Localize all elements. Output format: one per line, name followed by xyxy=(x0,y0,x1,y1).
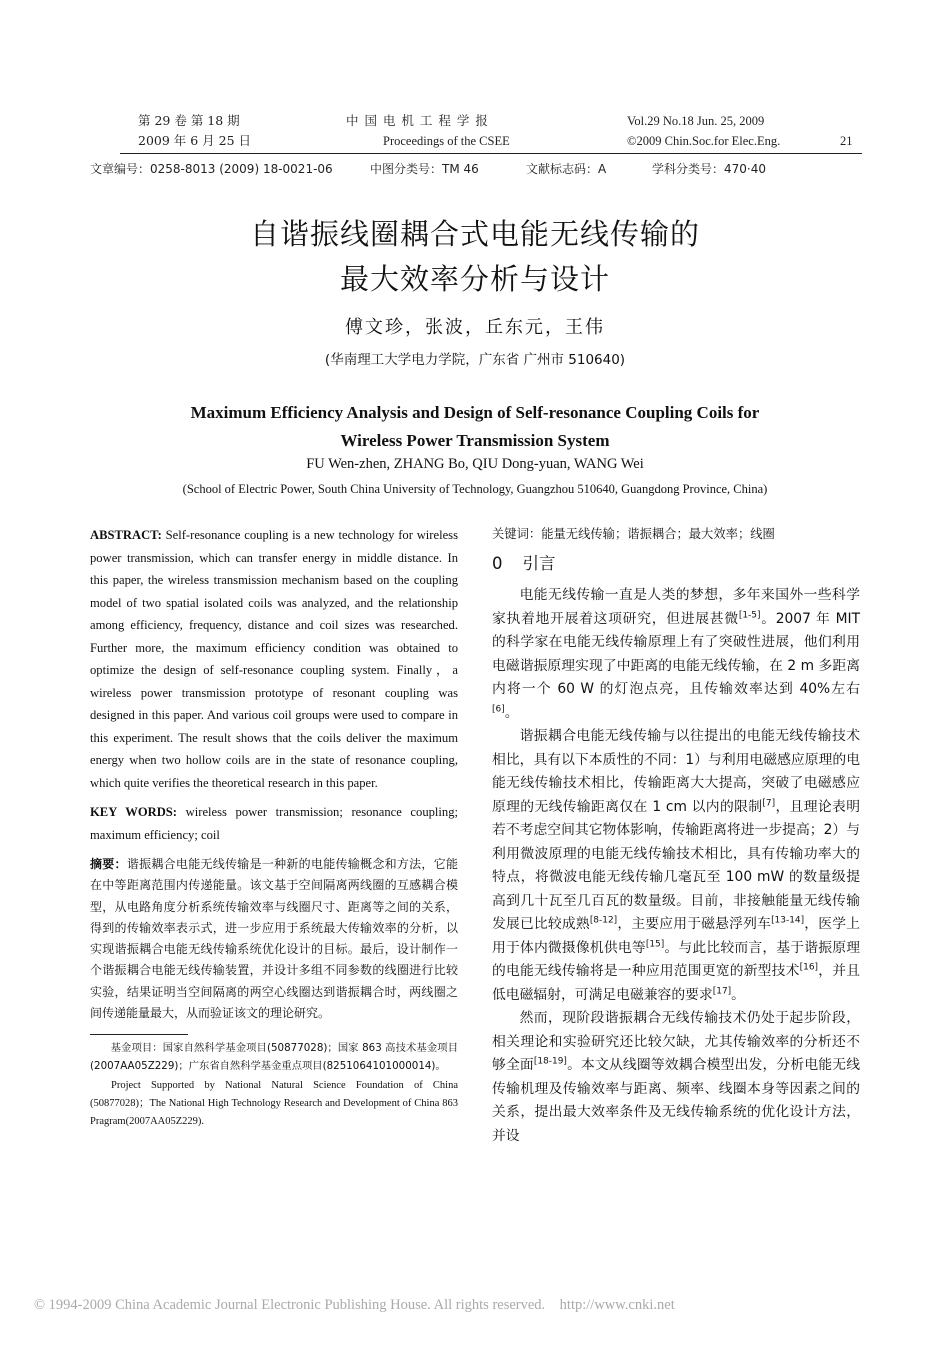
citation: [17] xyxy=(712,985,732,996)
right-column xyxy=(492,524,860,1148)
fund-en: Project Supported by National Natural Science Foundation of China (50877028)；The National High Technology Research and Development of China 863 Pragram(2007AA05Z229). xyxy=(90,1080,458,1128)
subject-code: 学科分类号：470·40 xyxy=(652,162,766,176)
intro-p2-text-6: ，并且低电磁辐射，可满足电磁兼容的要求 xyxy=(492,963,861,1003)
intro-p1-text-2: 。2007 年 MIT 的科学家在电能无线传输原理上有了突破性进展，他们利用电磁谐振原理实现了中距离的电能无线传输，在 2 m 多距离内将一个 60 W 的灯泡点亮，且传输效率达到 40%左右 xyxy=(492,610,860,697)
document-code: 文献标志码：A xyxy=(526,162,607,176)
title-cn-line1: 自谐振线圈耦合式电能无线传输的 xyxy=(249,217,700,251)
intro-p1-text-1: 电能无线传输一直是人类的梦想，多年来国外一些科学家执着地开展着这项研究，但进展甚微 xyxy=(492,587,860,627)
citation: [7] xyxy=(762,797,776,808)
abstract-cn-label: 摘要： xyxy=(90,857,127,871)
citation: [1-5] xyxy=(738,609,761,620)
intro-p2-text-7: 。 xyxy=(731,986,745,1003)
section-number: 0 xyxy=(492,554,503,573)
intro-p2-text-1: 谐振耦合电能无线传输与以往提出的电能无线传输技术相比，具有以下本质性的不同：1）与利用电磁感应原理的电能无线传输技术相比，传输距离大大提高，突破了电磁感应原理的无线传输距离仅在 1 cm 以内的限制 xyxy=(492,728,860,815)
intro-p1-text-3: 。 xyxy=(504,704,519,721)
authors-cn: 傅文珍，张波，丘东元，王伟 xyxy=(345,317,605,338)
keywords-en-label: KEY WORDS: xyxy=(90,805,178,819)
title-en-line1: Maximum Efficiency Analysis and Design of Self-resonance Coupling Coils for xyxy=(190,403,760,422)
title-en-line2: Wireless Power Transmission System xyxy=(340,431,610,450)
keywords-en xyxy=(90,801,458,846)
header-rule xyxy=(120,153,862,154)
authors-en: FU Wen-zhen, ZHANG Bo, QIU Dong-yuan, WANG Wei xyxy=(306,456,644,472)
page-number: 21 xyxy=(840,134,853,148)
date-cn: 2009 年 6 月 25 日 xyxy=(138,133,252,148)
intro-paragraph-1 xyxy=(492,584,860,725)
intro-paragraph-3 xyxy=(492,1007,860,1148)
affiliation-en: (School of Electric Power, South China University of Technology, Guangzhou 510640, Guangdong Province, China) xyxy=(182,482,768,496)
cnki-footer: © 1994-2009 China Academic Journal Electronic Publishing House. All rights reserved. http://www.cnki.net xyxy=(34,1297,675,1313)
citation: [13-14] xyxy=(771,915,805,926)
intro-p2-text-2: ，且理论表明若不考虑空间其它物体影响，传输距离将进一步提高；2）与利用微波原理的电能无线传输技术相比，具有传输功率大的特点，将微波电能无线传输几毫瓦至 100 mW 的数量级提高到几十瓦至几百瓦的数量级。目前，非接触能量无线传输发展已比较成熟 xyxy=(492,798,860,932)
journal-name-en: Proceedings of the CSEE xyxy=(383,134,510,148)
title-cn-line2: 最大效率分析与设计 xyxy=(339,262,610,296)
abstract-cn xyxy=(90,854,458,1024)
abstract-en-text: Self-resonance coupling is a new technology for wireless power transmission, which can transfer energy in middle distance. In this paper, the wireless transmission mechanism based on the coupling model of two spatial isolated coils was analyzed, and the relationship among efficiency, frequency, distance and coil sizes was researched. Further more, the maximum efficiency condition was obtained to optimize the design of self-resonance coupling system. Finally，a wireless power transmission prototype of resonant coupling was designed in this paper. And various coil groups were used to compare in this experiment. The result shows that the coils deliver the maximum energy when two hollow coils are in the state of resonance coupling, which quite verifies the theoretical research in this paper. xyxy=(90,528,458,790)
intro-p2-text-5: 。与此比较而言，基于谐振原理的电能无线传输将是一种应用范围更宽的新型技术 xyxy=(492,939,861,979)
abstract-en xyxy=(90,524,458,794)
fund-cn: 基金项目：国家自然科学基金项目(50877028)；国家 863 高技术基金项目(2007AA05Z229)；广东省自然科学基金重点项目(8251064101000014)。 xyxy=(90,1042,458,1073)
intro-paragraph-2 xyxy=(492,725,860,1007)
section-title: 引言 xyxy=(522,554,556,573)
copyright: ©2009 Chin.Soc.for Elec.Eng. xyxy=(627,134,781,148)
citation: [15] xyxy=(645,938,665,949)
intro-p3-text-1: 然而，现阶段谐振耦合无线传输技术仍处于起步阶段，相关理论和实验研究还比较欠缺，尤其传输效率的分析还不够全面 xyxy=(492,1010,860,1073)
keywords-en-text: wireless power transmission; resonance coupling; maximum efficiency; coil xyxy=(90,805,459,842)
journal-name-cn: 中 国 电 机 工 程 学 报 xyxy=(346,113,489,128)
left-column xyxy=(90,524,458,1131)
affiliation-cn: (华南理工大学电力学院，广东省 广州市 510640) xyxy=(324,352,626,368)
footnote-rule xyxy=(90,1034,188,1035)
citation: [18-19] xyxy=(533,1056,567,1067)
citation: [16] xyxy=(799,962,819,973)
intro-p3-text-2: 。本文从线圈等效耦合模型出发，分析电能无线传输机理及传输效率与距离、频率、线圈本身等因素之间的关系，提出最大效率条件及无线传输系统的优化设计方法，并设 xyxy=(492,1057,861,1144)
citation: [6] xyxy=(492,703,505,714)
intro-p2-text-3: ，主要应用于磁悬浮列车 xyxy=(617,916,772,932)
clc-number: 中图分类号：TM 46 xyxy=(370,162,479,176)
keywords-cn: 关键词：能量无线传输；谐振耦合；最大效率；线圈 xyxy=(492,527,775,541)
intro-p2-text-4: ，医学上用于体内微摄像机供电等 xyxy=(492,916,861,956)
abstract-cn-text: 谐振耦合电能无线传输是一种新的电能传输概念和方法，它能在中等距离范围内传递能量。该文基于空间隔离两线圈的互感耦合模型，从电路角度分析系统传输效率与线圈尺寸、距离等之间的关系，得到的传输效率表示式，进一步应用于系统最大传输效率的分析，以实现谐振耦合电能无线传输系统优化设计的目标。最后，设计制作一个谐振耦合电能无线传输装置，并设计多组不同参数的线圈进行比较实验，结果证明当空间隔离的两空心线圈达到谐振耦合时，两线圈之间传递能量最大，从而验证该文的理论研究。 xyxy=(90,857,458,1021)
article-number: 文章编号：0258-8013 (2009) 18-0021-06 xyxy=(90,162,333,176)
citation: [8-12] xyxy=(589,915,618,926)
volume-issue-cn: 第 29 卷 第 18 期 xyxy=(138,113,240,128)
section-heading xyxy=(492,552,860,576)
volume-issue-en: Vol.29 No.18 Jun. 25, 2009 xyxy=(627,114,765,128)
abstract-en-label: ABSTRACT: xyxy=(90,528,162,542)
